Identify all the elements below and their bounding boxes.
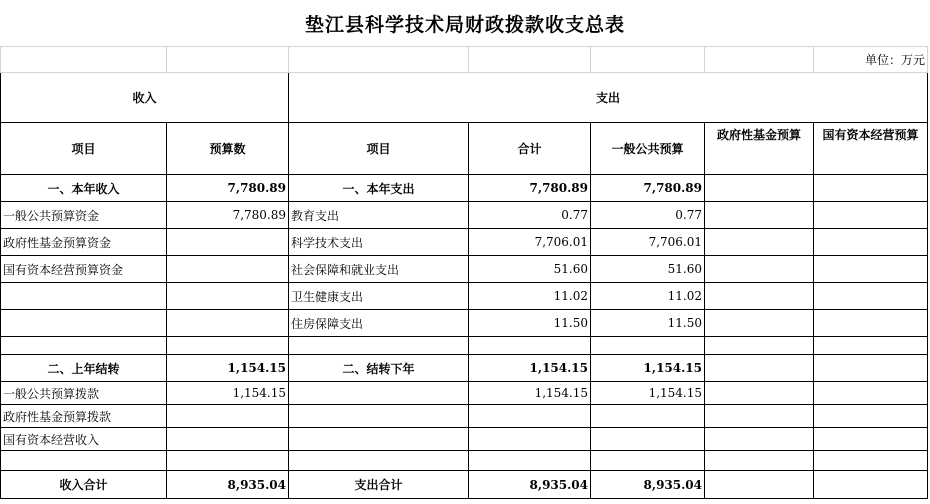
expense-header: 支出 <box>289 73 928 123</box>
general-budget-header: 一般公共预算 <box>591 123 705 175</box>
table-row <box>1 283 928 310</box>
gov-fund-cell[interactable] <box>705 202 814 229</box>
gov-fund-cell[interactable] <box>705 451 814 471</box>
expense-item-cell[interactable] <box>289 428 469 451</box>
column-header-row <box>1 123 928 175</box>
gov-fund-cell[interactable] <box>705 283 814 310</box>
expense-item-cell[interactable] <box>289 382 469 405</box>
table-row <box>1 175 928 202</box>
general-budget-cell[interactable] <box>591 428 705 451</box>
state-capital-cell[interactable] <box>814 175 928 202</box>
total-cell[interactable]: 7,706.01 <box>469 229 591 256</box>
table-row <box>1 229 928 256</box>
income-item-header: 项目 <box>1 123 167 175</box>
blank-cell[interactable] <box>289 47 469 73</box>
total-cell[interactable] <box>469 405 591 428</box>
expense-item-cell[interactable] <box>289 337 469 355</box>
state-capital-cell[interactable] <box>814 310 928 337</box>
income-item-cell[interactable]: 一、本年收入 <box>1 175 167 202</box>
income-value-cell[interactable] <box>167 337 289 355</box>
expense-item-cell[interactable]: 二、结转下年 <box>289 355 469 382</box>
general-budget-cell[interactable]: 1,154.15 <box>591 382 705 405</box>
total-cell[interactable] <box>469 428 591 451</box>
gov-fund-cell[interactable] <box>705 405 814 428</box>
income-total-value[interactable]: 8,935.04 <box>167 471 289 499</box>
table-row <box>1 428 928 451</box>
general-budget-cell[interactable]: 11.50 <box>591 310 705 337</box>
general-budget-cell[interactable]: 51.60 <box>591 256 705 283</box>
expense-item-cell[interactable]: 科学技术支出 <box>289 229 469 256</box>
unit-label: 单位：万元 <box>814 47 928 73</box>
income-item-cell[interactable] <box>1 283 167 310</box>
table-row <box>1 355 928 382</box>
general-budget-cell[interactable]: 11.02 <box>591 283 705 310</box>
total-cell[interactable]: 11.50 <box>469 310 591 337</box>
expense-item-cell[interactable]: 一、本年支出 <box>289 175 469 202</box>
state-capital-cell[interactable] <box>814 405 928 428</box>
income-value-cell[interactable] <box>167 256 289 283</box>
income-item-cell[interactable] <box>1 451 167 471</box>
income-value-cell[interactable] <box>167 310 289 337</box>
totals-row <box>1 471 928 499</box>
blank-cell[interactable] <box>469 47 591 73</box>
state-capital-cell[interactable] <box>814 382 928 405</box>
expense-total-value[interactable]: 8,935.04 <box>469 471 591 499</box>
income-value-cell[interactable] <box>167 428 289 451</box>
gov-fund-cell[interactable] <box>705 256 814 283</box>
table-row <box>1 337 928 355</box>
income-item-cell[interactable]: 一般公共预算拨款 <box>1 382 167 405</box>
income-item-cell[interactable]: 政府性基金预算资金 <box>1 229 167 256</box>
state-capital-cell[interactable] <box>814 428 928 451</box>
state-capital-cell[interactable] <box>814 256 928 283</box>
budget-table <box>0 46 928 499</box>
state-capital-cell[interactable] <box>814 229 928 256</box>
income-total-label[interactable]: 收入合计 <box>1 471 167 499</box>
state-capital-cell[interactable] <box>814 337 928 355</box>
state-capital-cell[interactable] <box>814 283 928 310</box>
general-budget-cell[interactable]: 7,780.89 <box>591 175 705 202</box>
expense-item-cell[interactable]: 社会保障和就业支出 <box>289 256 469 283</box>
table-row <box>1 202 928 229</box>
state-capital-cell[interactable] <box>814 451 928 471</box>
gov-fund-cell[interactable] <box>705 310 814 337</box>
income-item-cell[interactable]: 一般公共预算资金 <box>1 202 167 229</box>
income-value-cell[interactable]: 1,154.15 <box>167 355 289 382</box>
table-row <box>1 382 928 405</box>
general-budget-cell[interactable]: 7,706.01 <box>591 229 705 256</box>
expense-total-label[interactable]: 支出合计 <box>289 471 469 499</box>
general-budget-cell[interactable] <box>591 337 705 355</box>
income-item-cell[interactable]: 政府性基金预算拨款 <box>1 405 167 428</box>
income-header: 收入 <box>1 73 289 123</box>
expense-item-cell[interactable]: 卫生健康支出 <box>289 283 469 310</box>
income-value-cell[interactable]: 1,154.15 <box>167 382 289 405</box>
total-cell[interactable] <box>469 451 591 471</box>
income-item-cell[interactable] <box>1 310 167 337</box>
gov-fund-total-cell[interactable] <box>705 471 814 499</box>
income-value-cell[interactable] <box>167 451 289 471</box>
total-cell[interactable]: 1,154.15 <box>469 382 591 405</box>
gov-fund-header: 政府性基金预算 <box>705 123 814 175</box>
income-value-cell[interactable]: 7,780.89 <box>167 175 289 202</box>
blank-cell[interactable] <box>591 47 705 73</box>
total-cell[interactable]: 7,780.89 <box>469 175 591 202</box>
table-row <box>1 256 928 283</box>
expense-item-cell[interactable] <box>289 451 469 471</box>
page-title: 垫江县科学技术局财政拨款收支总表 <box>304 13 625 36</box>
group-header-row <box>1 73 928 123</box>
gov-fund-cell[interactable] <box>705 355 814 382</box>
state-capital-total-cell[interactable] <box>814 471 928 499</box>
budget-header: 预算数 <box>167 123 289 175</box>
expense-item-cell[interactable]: 教育支出 <box>289 202 469 229</box>
total-cell[interactable] <box>469 337 591 355</box>
total-cell[interactable]: 51.60 <box>469 256 591 283</box>
general-budget-cell[interactable] <box>591 405 705 428</box>
blank-cell[interactable] <box>705 47 814 73</box>
expense-item-cell[interactable]: 住房保障支出 <box>289 310 469 337</box>
unit-row <box>1 47 928 73</box>
income-item-cell[interactable]: 二、上年结转 <box>1 355 167 382</box>
income-value-cell[interactable] <box>167 405 289 428</box>
income-value-cell[interactable] <box>167 229 289 256</box>
state-capital-cell[interactable] <box>814 202 928 229</box>
table-row <box>1 405 928 428</box>
total-cell[interactable]: 11.02 <box>469 283 591 310</box>
blank-cell[interactable] <box>167 47 289 73</box>
table-row <box>1 451 928 471</box>
general-budget-total-value[interactable]: 8,935.04 <box>591 471 705 499</box>
gov-fund-cell[interactable] <box>705 175 814 202</box>
state-capital-header: 国有资本经营预算 <box>814 123 928 175</box>
state-capital-cell[interactable] <box>814 355 928 382</box>
expense-item-cell[interactable] <box>289 405 469 428</box>
income-value-cell[interactable] <box>167 283 289 310</box>
gov-fund-cell[interactable] <box>705 229 814 256</box>
income-item-cell[interactable] <box>1 337 167 355</box>
income-value-cell[interactable]: 7,780.89 <box>167 202 289 229</box>
blank-cell[interactable] <box>1 47 167 73</box>
table-row <box>1 310 928 337</box>
income-item-cell[interactable]: 国有资本经营预算资金 <box>1 256 167 283</box>
general-budget-cell[interactable]: 1,154.15 <box>591 355 705 382</box>
general-budget-cell[interactable]: 0.77 <box>591 202 705 229</box>
total-header: 合计 <box>469 123 591 175</box>
total-cell[interactable]: 1,154.15 <box>469 355 591 382</box>
expense-item-header: 项目 <box>289 123 469 175</box>
income-item-cell[interactable]: 国有资本经营收入 <box>1 428 167 451</box>
total-cell[interactable]: 0.77 <box>469 202 591 229</box>
general-budget-cell[interactable] <box>591 451 705 471</box>
gov-fund-cell[interactable] <box>705 382 814 405</box>
gov-fund-cell[interactable] <box>705 337 814 355</box>
gov-fund-cell[interactable] <box>705 428 814 451</box>
